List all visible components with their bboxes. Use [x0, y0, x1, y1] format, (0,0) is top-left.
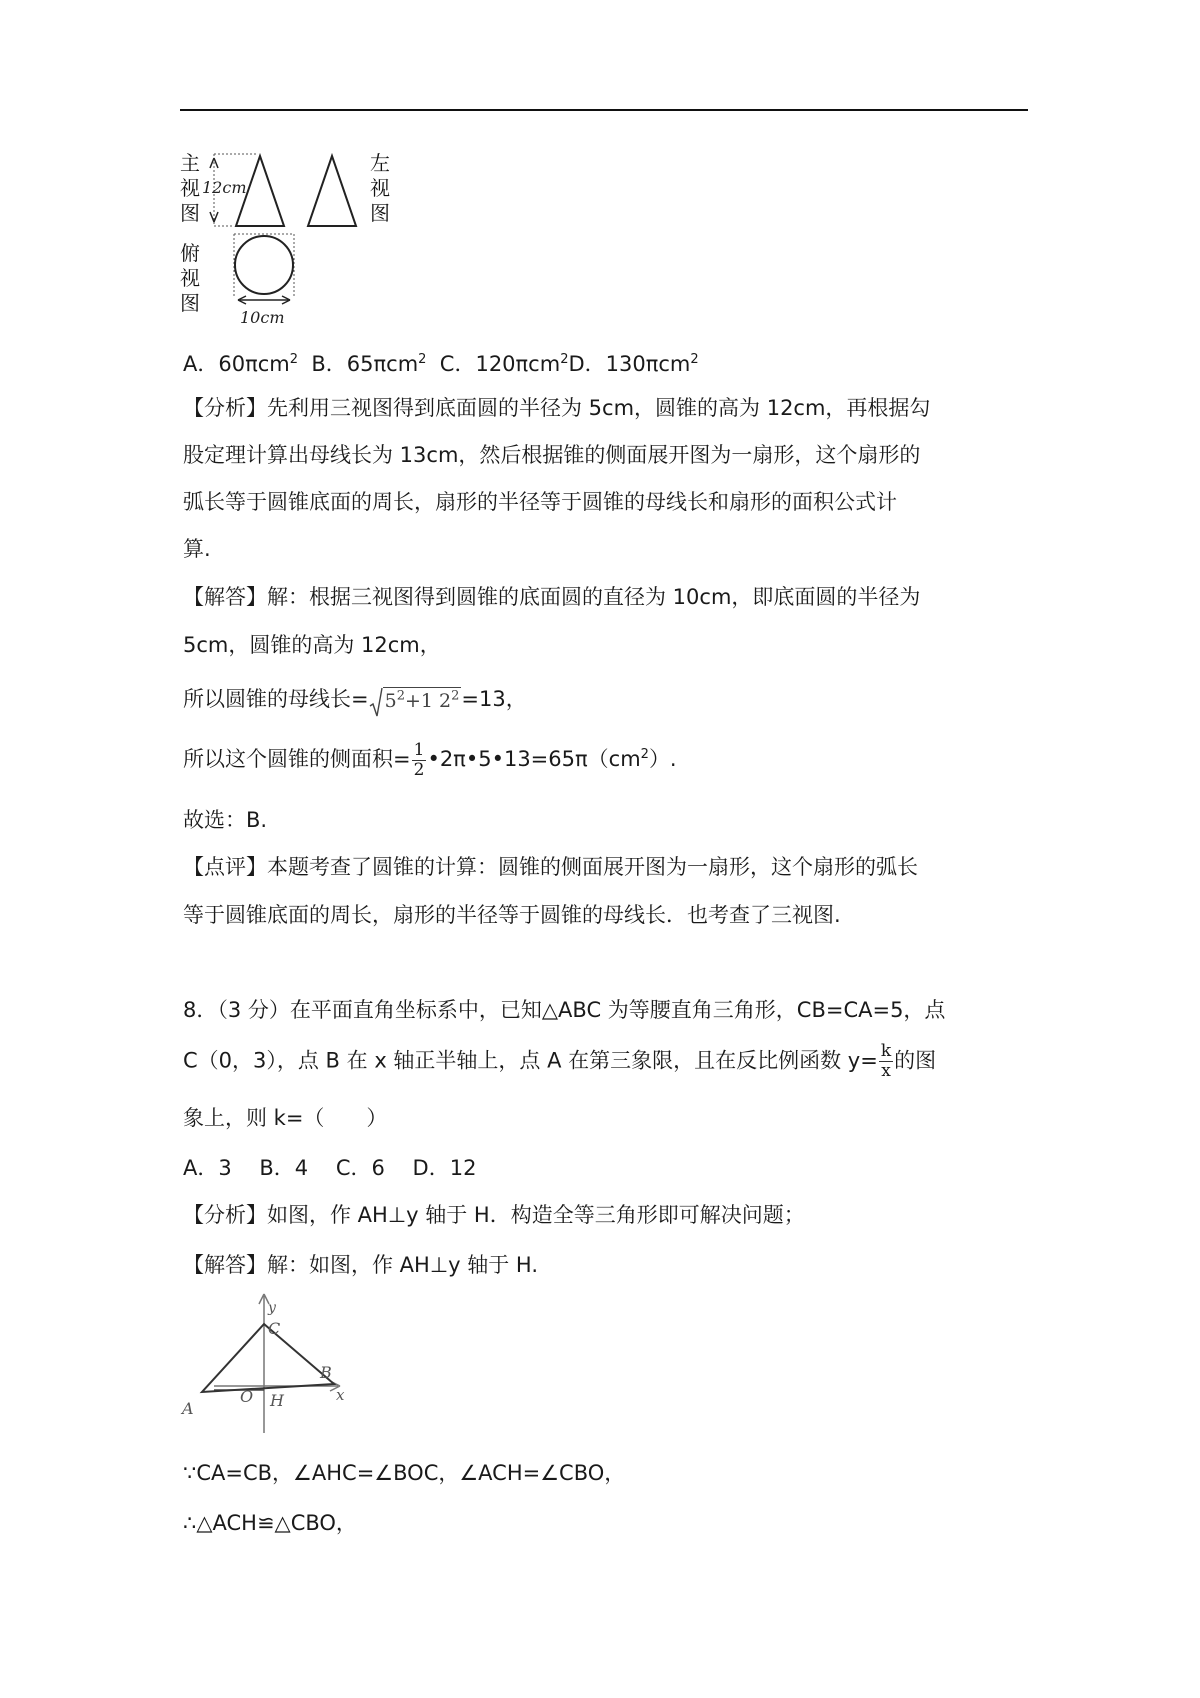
top-view-label-1: 俯 — [180, 241, 200, 265]
q7-option-d: D．130πcm$^2$ — [568, 352, 699, 376]
label-x: x — [336, 1386, 345, 1404]
front-view-label-1: 主 — [180, 151, 200, 175]
q7-area-line: 所以这个圆锥的侧面积= $\frac{1}{2}$ $•2\pi•5•13=65\pi(cm^2)$. — [183, 739, 677, 780]
q8-stem-line-1: 8．（3 分）在平面直角坐标系中，已知△ABC 为等腰直角三角形，CB=CA=5，点 — [183, 998, 946, 1022]
header-rule — [180, 109, 1028, 111]
q8-stem-line-3: 象上，则 k=（ ） — [183, 1106, 388, 1130]
q7-comment-line-1: 【点评】本题考查了圆锥的计算：圆锥的侧面展开图为一扇形，这个扇形的弧长 — [183, 855, 918, 879]
q7-option-c: C．120πcm$^2$ — [439, 352, 569, 376]
q7-comment-line-2: 等于圆锥底面的周长，扇形的半径等于圆锥的母线长．也考查了三视图. — [183, 903, 841, 927]
label-y: y — [268, 1300, 276, 1316]
q7-generatrix-line: 所以圆锥的母线长= $5^2+1$ $2^2=13$， — [183, 682, 527, 718]
height-label: 12cm — [202, 178, 247, 197]
top-view-circle — [235, 236, 293, 294]
q8-therefore: ∴△ACH≌△CBO， — [183, 1511, 357, 1535]
q8-stem-line-2: C（0，3），点 B 在 x 轴正半轴上，点 A 在第三象限，且在反比例函数 y= $\frac{k}{x}$ 的图 — [183, 1041, 937, 1081]
q7-analysis-line-3: 弧长等于圆锥底面的周长，扇形的半径等于圆锥的母线长和扇形的面积公式计 — [183, 490, 897, 514]
sqrt-expression: $5^2+1$ $2^2$ — [369, 682, 462, 718]
q7-option-a: A．60πcm$^2$ — [183, 352, 299, 376]
q7-choice: 故选：B. — [183, 808, 268, 832]
left-view-label-2: 视 — [370, 176, 390, 200]
front-view-label-3: 图 — [180, 201, 200, 225]
q7-option-b: B．65πcm$^2$ — [311, 352, 427, 376]
top-view-label-3: 图 — [180, 291, 200, 315]
q8-because: ∵CA=CB，∠AHC=∠BOC，∠ACH=∠CBO， — [183, 1461, 626, 1485]
q7-analysis-line-2: 股定理计算出母线长为 13cm，然后根据锥的侧面展开图为一扇形，这个扇形的 — [183, 443, 921, 467]
q8-solution: 【解答】解：如图，作 AH⊥y 轴于 H. — [183, 1253, 538, 1277]
q8-analysis: 【分析】如图，作 AH⊥y 轴于 H．构造全等三角形即可解决问题； — [183, 1203, 805, 1227]
label-h: H — [270, 1391, 284, 1410]
triangle-coordinate-figure — [178, 1290, 358, 1435]
half-fraction: $\frac{1}{2}$ — [413, 739, 425, 780]
three-view-figure — [178, 148, 408, 328]
label-c: C — [268, 1319, 281, 1338]
q7-analysis-line-1: 【分析】先利用三视图得到底面圆的半径为 5cm，圆锥的高为 12cm，再根据勾 — [183, 396, 931, 420]
front-view-label-2: 视 — [180, 176, 200, 200]
q7-analysis-line-4: 算. — [183, 537, 211, 561]
q7-solution-line-1: 【解答】解：根据三视图得到圆锥的底面圆的直径为 10cm，即底面圆的半径为 — [183, 585, 921, 609]
label-a: A — [182, 1399, 194, 1418]
top-view-label-2: 视 — [180, 266, 200, 290]
q7-options — [183, 345, 699, 379]
left-view-triangle — [308, 156, 356, 226]
left-view-label-3: 图 — [370, 201, 390, 225]
q8-options: A．3 B．4 C．6 D．12 — [183, 1156, 477, 1180]
q7-solution-line-2: 5cm，圆锥的高为 12cm， — [183, 633, 441, 657]
left-view-label-1: 左 — [370, 151, 390, 175]
label-o: O — [240, 1387, 254, 1406]
diameter-label: 10cm — [240, 308, 285, 327]
label-b: B — [320, 1363, 332, 1382]
k-over-x-fraction: $\frac{k}{x}$ — [880, 1041, 892, 1081]
